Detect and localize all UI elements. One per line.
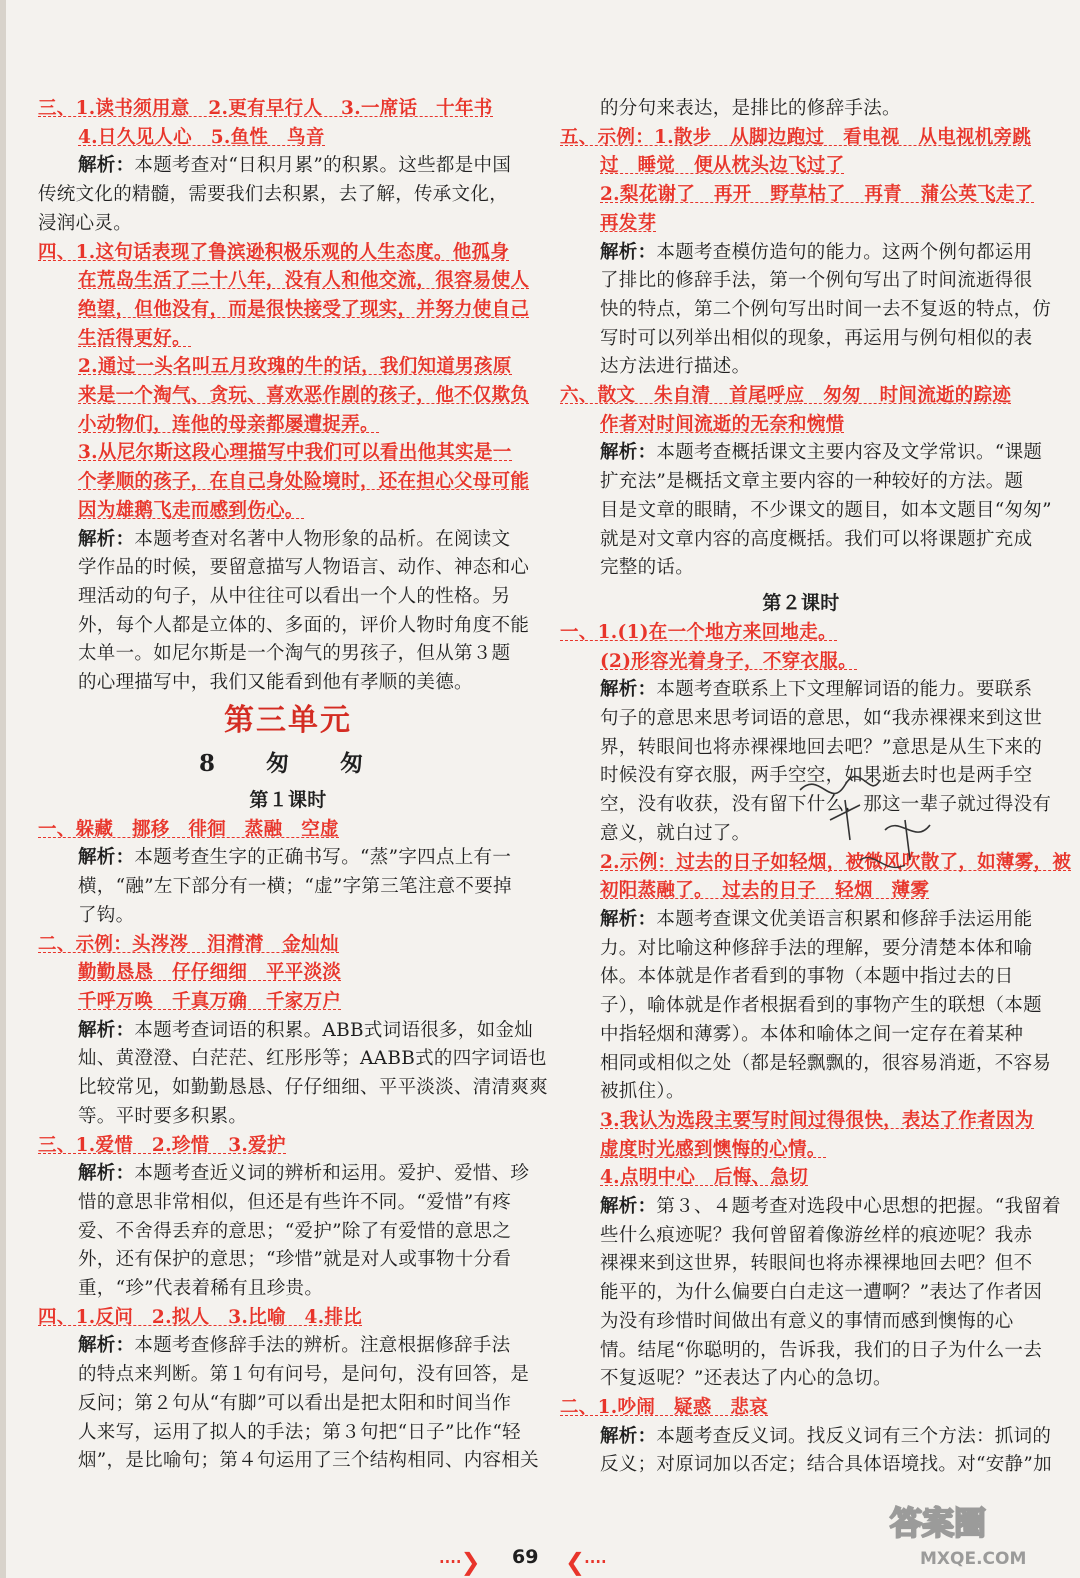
arrow-right-icon: ····❯	[438, 1548, 479, 1576]
explanation: 解析：本题考查生字的正确书写。“蒸”字四点上有一 横，“融”左下部分有一横；“虚”字第三笔注意不要掉 了钩。	[78, 847, 512, 926]
explanation: 解析：本题考查修辞手法的辨析。注意根据修辞手法 的特点来判断。第１句有问号，是问句，没有回答，是 反问；第２句从“有脚”可以看出是把太阳和时间当作 人来写，运用了拟人的手法；第３句把“日子”比作“轻 烟”，是比喻句；第４句运用了三个结构相同、内容相关	[78, 1335, 539, 1472]
answer-line: 五、示例：1.散步 从脚边跑过 看电视 从电视机旁跳	[560, 126, 1032, 148]
answer-line: 4.点明中心 后悔、急切	[600, 1167, 808, 1189]
continued-text: 的分句来表达，是排比的修辞手法。	[600, 98, 901, 119]
answer-line: 四、1.这句话表现了鲁滨逊积极乐观的人生态度。他孤身	[38, 241, 510, 263]
unit-title: 第三单元	[224, 702, 352, 738]
answer-line: 二、示例：头涔涔 泪潸潸 金灿灿	[38, 933, 339, 955]
answer-line: 2.通过一头名叫五月玫瑰的牛的话，我们知道男孩原	[78, 356, 512, 378]
answer-line: (2)形容光着身子，不穿衣服。	[600, 650, 857, 672]
answer-line: 3.从尼尔斯这段心理描写中我们可以看出他其实是一	[78, 442, 512, 464]
explanation: 解析：本题考查词语的积累。ABB式词语很多，如金灿 灿、黄澄澄、白茫茫、红彤彤等；AABB式的四字词语也 比较常见，如勤勤恳恳、仔仔细细、平平淡淡、清清爽爽 等。平时要多积累。	[78, 1019, 549, 1127]
watermark-text: 答案圈	[890, 1504, 987, 1542]
lesson-title: 8 匆 匆	[198, 749, 377, 777]
answer-line: 过 睡觉 便从枕头边飞过了	[600, 155, 845, 177]
explanation: 解析：本题考查概括课文主要内容及文学常识。“课题 扩充法”是概括文章主要内容的一种较好的方法。题 目是文章的眼睛，不少课文的题目，如本文题目“匆匆” 就是对文章内容的高度概括。我们可以将课题扩充成 完整的话。	[600, 442, 1052, 579]
watermark-url: MXQE.COM	[920, 1549, 1027, 1569]
arrow-left-icon: ❮····	[565, 1548, 606, 1576]
explanation: 解析：本题考查对名著中人物形象的品析。在阅读文 学作品的时候，要留意描写人物语言、动作、神态和心 理活动的句子，从中往往可以看出一个人的性格。另 外，每个人都是立体的、多面的，评价人物时角度不能 太单一。如尼尔斯是一个淘气的男孩子，但从第３题 的心理描写中，我们又能看到他有孝顺的美德。	[78, 528, 530, 694]
answer-line: 勤勤恳恳 仔仔细细 平平淡淡	[78, 962, 342, 984]
explanation: 解析：第３、４题考查对选段中心思想的把握。“我留着 些什么痕迹呢？我何曾留着像游丝样的痕迹呢？我赤 裸裸来到这世界，转眼间也将赤裸裸地回去吧？但不 能平的，为什么偏要白白走这一遭啊？”表达了作者因 为没有珍惜时间做出有意义的事情而感到懊悔的心 情。结尾“你聪明的，告诉我，我们的日子为什么一去 不复返呢？”还表达了内心的急切。	[600, 1196, 1061, 1390]
answer-line: 三、1.爱惜 2.珍惜 3.爱护	[38, 1134, 286, 1156]
answer-line: 初阳蒸融了。 过去的日子 轻烟 薄雾	[600, 880, 930, 902]
watermark-logo	[880, 1492, 1070, 1572]
explanation: 解析：本题考查课文优美语言积累和修辞手法运用能 力。对比喻这种修辞手法的理解，要分清楚本体和喻 体。本体就是作者看到的事物（本题中指过去的日 子），喻体就是作者根据看到的事物产生的联想（本题 中指轻烟和薄雾）。本体和喻体之间一定存在着某种 相同或相似之处（都是轻飘飘的，很容易消逝，不容易 被抓住）。	[600, 908, 1052, 1103]
right-column	[560, 95, 1072, 1480]
answer-line: 2.示例：过去的日子如轻烟，被微风吹散了，如薄雾，被	[600, 851, 1072, 873]
page-edge	[0, 0, 6, 1578]
answer-line: 小动物们，连他的母亲都屡遭捉弄。	[78, 413, 379, 435]
explanation: 解析：本题考查近义词的辨析和运用。爱护、爱惜、珍 惜的意思非常相似，但还是有些许不同。“爱惜”有疼 爱、不舍得丢弃的意思；“爱护”除了有爱惜的意思之 外，还有保护的意思；“珍惜”就是对人或事物十分看 重，“珍”代表着稀有且珍贵。	[78, 1163, 530, 1300]
answer-line: 2.梨花谢了 再开 野草枯了 再青 蒲公英飞走了	[600, 184, 1034, 206]
answer-line: 在荒岛生活了二十八年，没有人和他交流，很容易使人	[78, 270, 530, 292]
answer-line: 3.我认为选段主要写时间过得很快，表达了作者因为	[600, 1109, 1034, 1131]
answer-line: 六、散文 朱自清 首尾呼应 匆匆 时间流逝的踪迹	[560, 385, 1012, 407]
answer-line: 千呼万唤 千真万确 千家万户	[78, 990, 342, 1012]
explanation: 解析：本题考查联系上下文理解词语的能力。要联系 句子的意思来思考词语的意思，如“我赤裸裸来到这世 界，转眼间也将赤裸裸地回去吧？”意思是从生下来的 时候没有穿衣服，两手空空，如果逝去时也是两手空 空，没有收获，没有留下什么，那这一辈子就过得没有 意义，就白过了。	[600, 679, 1052, 844]
lesson-subtitle: 第１课时	[249, 788, 327, 811]
answer-line: 个孝顺的孩子，在自己身处险境时，还在担心父母可能	[78, 471, 530, 493]
answer-line: 三、1.读书须用意 2.更有早行人 3.一席话 十年书	[38, 98, 493, 119]
explanation: 解析：本题考查对“日积月累”的积累。这些都是中国 传统文化的精髓，需要我们去积累，去了解，传承文化， 浸润心灵。	[38, 155, 512, 234]
answer-line: 4.日久见人心 5.鱼性 鸟音	[78, 126, 325, 148]
answer-line: 二、1.吵闹 疑惑 悲哀	[560, 1396, 768, 1418]
page-number: 69	[512, 1546, 539, 1568]
answer-line: 一、1.(1)在一个地方来回地走。	[560, 621, 837, 643]
lesson-subtitle: 第２课时	[762, 591, 840, 614]
answer-line: 因为雄鹅飞走而感到伤心。	[78, 499, 304, 521]
answer-line: 生活得更好。	[78, 327, 191, 349]
answer-line: 来是一个淘气、贪玩、喜欢恶作剧的孩子，他不仅欺负	[78, 385, 530, 407]
answer-line: 虚度时光感到懊悔的心情。	[600, 1138, 826, 1160]
answer-line: 四、1.反问 2.拟人 3.比喻 4.排比	[38, 1306, 363, 1328]
answer-line: 绝望，但他没有，而是很快接受了现实，并努力使自己	[78, 298, 530, 320]
answer-line: 一、躲藏 挪移 徘徊 蒸融 空虚	[38, 818, 339, 840]
explanation: 解析：本题考查模仿造句的能力。这两个例句都运用 了排比的修辞手法，第一个例句写出了时间流逝得很 快的特点，第二个例句写出时间一去不复返的特点，仿 写时可以列举出相似的现象，再运用与例句相似的表 达方法进行描述。	[600, 241, 1052, 378]
explanation: 解析：本题考查反义词。找反义词有三个方法：抓词的 反义；对原词加以否定；结合具体语境找。对“安静”加	[600, 1425, 1052, 1476]
answer-line: 再发芽	[600, 212, 657, 234]
left-column	[38, 95, 549, 1476]
answer-line: 作者对时间流逝的无奈和惋惜	[600, 413, 845, 435]
